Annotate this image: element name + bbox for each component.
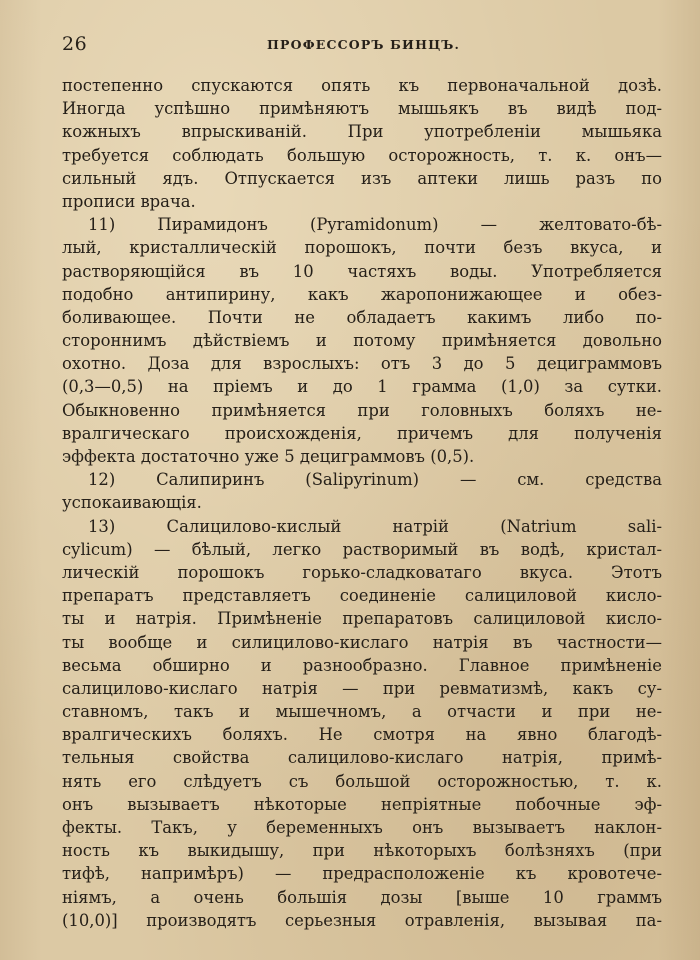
text-line: прописи врача. — [62, 191, 196, 211]
text-line: фекты. Такъ, у беременныхъ онъ вызываетъ наклон- — [62, 818, 662, 837]
page-header — [62, 30, 662, 60]
text-line: ты и натрія. Примѣненіе препаратовъ салициловой кисло- — [62, 609, 662, 629]
running-title: ПРОФЕССОРЪ БИНЦЪ. — [267, 37, 461, 52]
text-line: лый, кристаллическій порошокъ, почти безъ вкуса, и — [62, 238, 662, 258]
text-line: Иногда успѣшно примѣняютъ мышьякъ въ видѣ под- — [62, 99, 662, 119]
text-line: охотно. Доза для взрослыхъ: отъ 3 до 5 дециграммовъ — [62, 354, 662, 374]
text-line: ность къ выкидышу, при нѣкоторыхъ болѣзняхъ (при — [62, 841, 662, 861]
text-line: вралгическаго происхожденія, причемъ для полученія — [62, 423, 662, 443]
text-line: 11) Пирамидонъ (Pyramidonum) — желтовато-бѣ- — [88, 215, 662, 235]
page-number: 26 — [62, 33, 88, 55]
text-line: онъ вызываетъ нѣкоторые непріятные побочные эф- — [62, 794, 662, 814]
text-line: весьма обширно и разнообразно. Главное примѣненіе — [62, 655, 662, 675]
text-line: лическій порошокъ горько-сладковатаго вкуса. Этотъ — [62, 562, 662, 582]
text-line: боливающее. Почти не обладаетъ какимъ либо по- — [62, 307, 662, 327]
text-line: тельныя свойства салицилово-кислаго натрія, примѣ- — [62, 748, 662, 768]
text-line: 13) Салицилово-кислый натрій (Natrium sali- — [88, 516, 662, 536]
text-line: тифѣ, напримѣръ) — предрасположеніе къ кровотече- — [62, 864, 662, 884]
text-line: нять его слѣдуетъ съ большой осторожностью, т. к. — [62, 771, 662, 791]
text-line: ты вообще и силицилово-кислаго натрія въ частности— — [62, 632, 662, 652]
text-line: препаратъ представляетъ соединеніе салициловой кисло- — [62, 586, 662, 606]
text-line: Обыкновенно примѣняется при головныхъ боляхъ не- — [62, 400, 662, 420]
book-page — [62, 30, 662, 932]
text-line: (10,0)] производятъ серьезныя отравленія, вызывая па- — [62, 910, 662, 930]
body-text — [62, 74, 662, 932]
text-line: ставномъ, такъ и мышечномъ, а отчасти и при не- — [62, 702, 662, 722]
text-line: требуется соблюдать большую осторожность, т. к. онъ— — [62, 145, 662, 165]
text-line: успокаивающія. — [62, 493, 202, 513]
text-line: cylicum) — бѣлый, легко растворимый въ водѣ, кристал- — [62, 539, 662, 559]
text-line: постепенно спускаются опять къ первоначальной дозѣ. — [62, 76, 662, 95]
text-line: вралгическихъ боляхъ. Не смотря на явно благодѣ- — [62, 725, 662, 745]
text-line: подобно антипирину, какъ жаропонижающее и обез- — [62, 284, 662, 304]
text-line: эффекта достаточно уже 5 дециграммовъ (0,5). — [62, 447, 475, 466]
text-line: стороннимъ дѣйствіемъ и потому примѣняется довольно — [62, 331, 662, 351]
text-line: (0,3—0,5) на пріемъ и до 1 грамма (1,0) за сутки. — [62, 377, 662, 397]
text-line: 12) Салипиринъ (Salipyrinum) — см. средства — [88, 470, 662, 490]
text-line: сильный ядъ. Отпускается изъ аптеки лишь разъ по — [62, 168, 662, 188]
text-line: растворяющійся въ 10 частяхъ воды. Употребляется — [62, 261, 662, 281]
text-line: ніямъ, а очень большія дозы [выше 10 граммъ — [62, 887, 662, 907]
text-line: кожныхъ впрыскиваній. При употребленіи мышьяка — [62, 122, 662, 142]
text-line: салицилово-кислаго натрія — при ревматизмѣ, какъ су- — [62, 678, 662, 698]
